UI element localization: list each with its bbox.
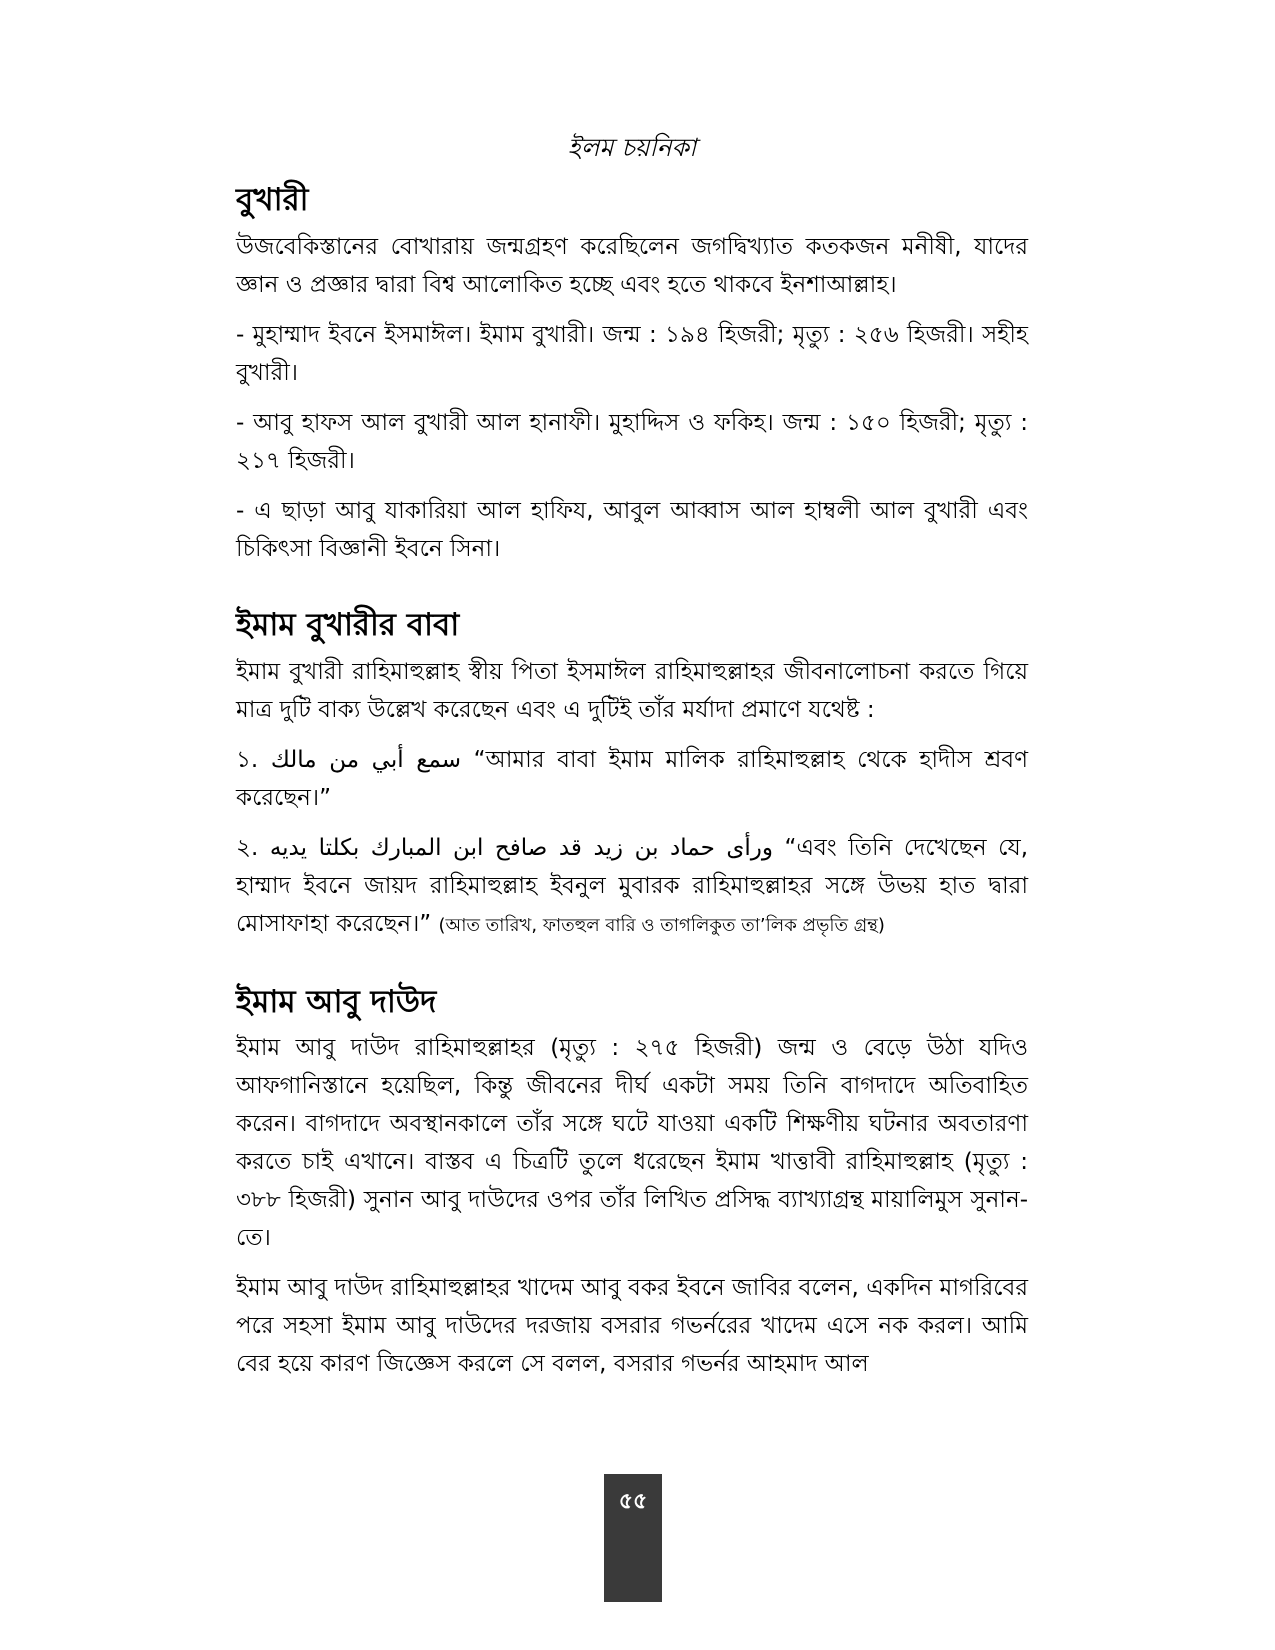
bukhari-intro: উজবেকিস্তানের বোখারায় জন্মগ্রহণ করেছিলেন জগদ্বিখ্যাত কতকজন মনীষী, যাদের জ্ঞান ও প্রজ্ঞার দ্বারা বিশ্ব আলোকিত হচ্ছে এবং হতে থাকবে ইনশাআল্লাহ। [236,233,1028,298]
point-translation: “এবং তিনি দেখেছেন যে, হাম্মাদ ইবনে জায়দ রাহিমাহুল্লাহ ইবনুল মুবারক রাহিমাহুল্লাহর সঙ্গে উভয় হাত দ্বারা মোসাফাহা করেছেন।” [236,834,1028,937]
father-point-2 [236,829,1028,945]
father-point-1 [236,741,1028,817]
abu-dawud-paragraph-1: ইমাম আবু দাউদ রাহিমাহুল্লাহর (মৃত্যু : ২৭৫ হিজরী) জন্ম ও বেড়ে উঠা যদিও আফগানিস্তানে হয়েছিল, কিন্তু জীবনের দীর্ঘ একটা সময় তিনি বাগদাদে অতিবাহিত করেন। বাগদাদে অবস্থানকালে তাঁর সঙ্গে ঘটে যাওয়া একটি শিক্ষণীয় ঘটনার অবতারণা করতে চাই এখানে। বাস্তব এ চিত্রটি তুলে ধরেছেন ইমাম খাত্তাবী রাহিমাহুল্লাহ (মৃত্যু : ৩৮৮ হিজরী) সুনান আবু দাউদের ওপর তাঁর লিখিত প্রসিদ্ধ ব্যাখ্যাগ্রন্থ মায়ালিমুস সুনান-তে। [236,1035,1028,1252]
page-number: ৫৫ [604,1474,662,1602]
section-heading-bukhari: বুখারী [236,182,309,218]
running-title: ইলম চয়নিকা [567,133,697,162]
father-intro: ইমাম বুখারী রাহিমাহুল্লাহ স্বীয় পিতা ইসমাঈল রাহিমাহুল্লাহর জীবনালোচনা করতে গিয়ে মাত্র দুটি বাক্য উল্লেখ করেছেন এবং এ দুটিই তাঁর মর্যাদা প্রমাণে যথেষ্ট : [236,658,1028,723]
section-heading-abu-dawud: ইমাম আবু দাউদ [236,983,437,1020]
arabic-quote: ورأى حماد بن زيد قد صافح ابن المبارك بكلتا يديه [269,834,773,861]
point-translation: “আমার বাবা ইমাম মালিক রাহিমাহুল্লাহ থেকে হাদীস শ্রবণ করেছেন।” [236,746,1029,811]
source-citation: (আত তারিখ, ফাতহুল বারি ও তাগলিকুত তা’লিক প্রভৃতি গ্রন্থ) [438,914,885,936]
point-number: ২. [236,834,259,861]
arabic-quote: سمع أبي من مالك [270,746,462,773]
bukhari-item-1: - মুহাম্মাদ ইবনে ইসমাঈল। ইমাম বুখারী। জন্ম : ১৯৪ হিজরী; মৃত্যু : ২৫৬ হিজরী। সহীহ বুখারী। [236,321,1028,386]
section-heading-father: ইমাম বুখারীর বাবা [236,606,460,643]
bukhari-item-3: - এ ছাড়া আবু যাকারিয়া আল হাফিয, আবুল আব্বাস আল হাম্বলী আল বুখারী এবং চিকিৎসা বিজ্ঞানী ইবনে সিনা। [236,497,1028,562]
point-number: ১. [236,746,259,773]
bukhari-item-2: - আবু হাফস আল বুখারী আল হানাফী। মুহাদ্দিস ও ফকিহ। জন্ম : ১৫০ হিজরী; মৃত্যু : ২১৭ হিজরী। [236,409,1028,474]
page-body [236,128,1028,1395]
abu-dawud-paragraph-2: ইমাম আবু দাউদ রাহিমাহুল্লাহর খাদেম আবু বকর ইবনে জাবির বলেন, একদিন মাগরিবের পরে সহসা ইমাম আবু দাউদের দরজায় বসরার গভর্নরের খাদেম এসে নক করল। আমি বের হয়ে কারণ জিজ্ঞেস করলে সে বলল, বসরার গভর্নর আহমাদ আল [236,1275,1028,1378]
